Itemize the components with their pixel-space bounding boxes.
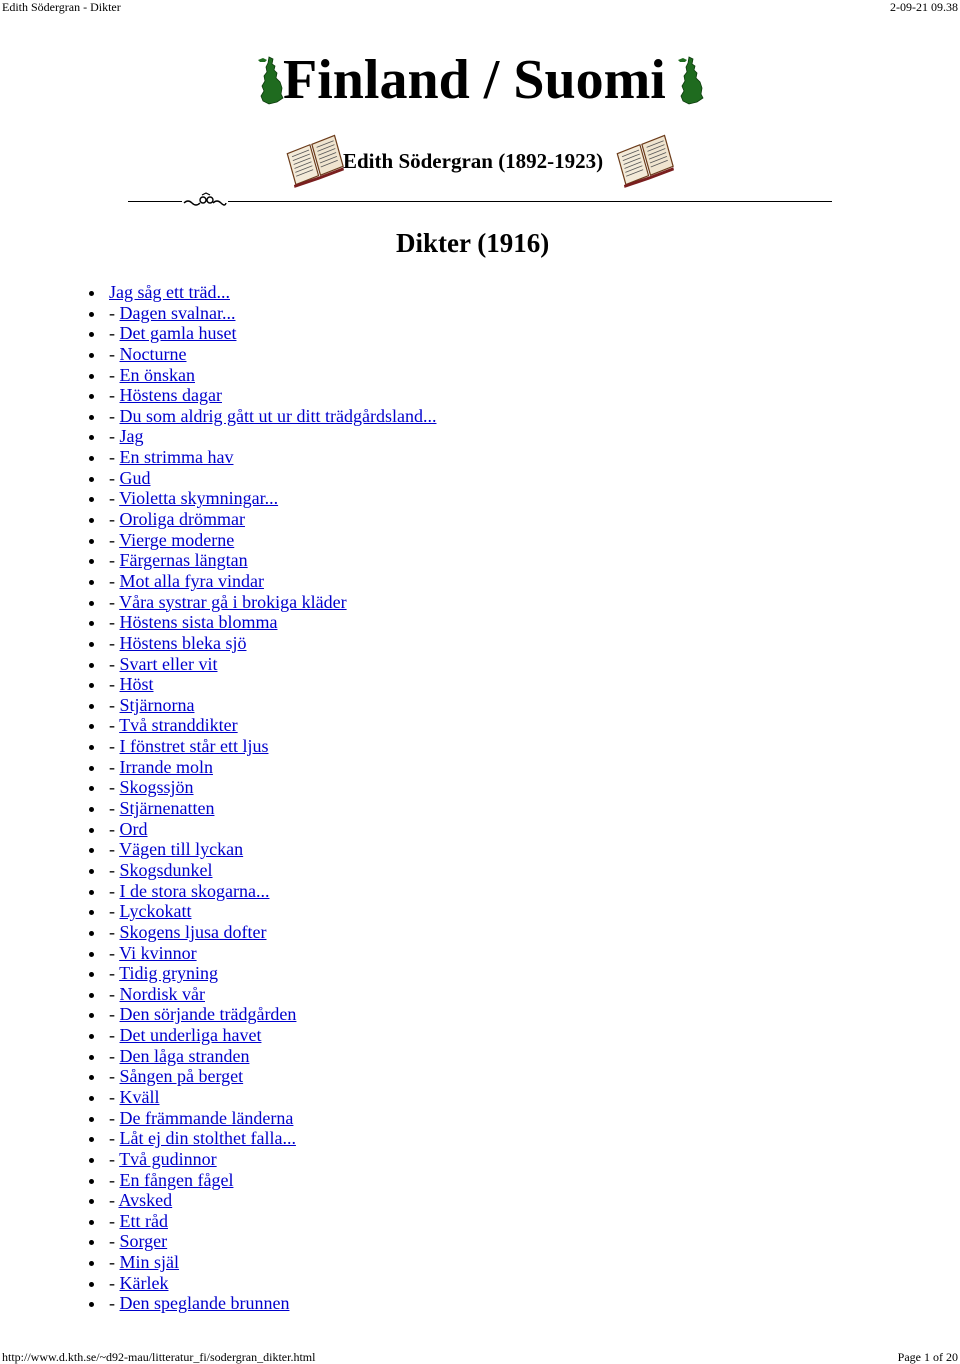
poem-link[interactable]: Färgernas längtan [119, 550, 248, 571]
bullet-icon [89, 394, 94, 399]
list-item [82, 984, 436, 1005]
list-item-prefix: - [109, 674, 120, 695]
list-item [82, 1108, 436, 1129]
bullet-icon [89, 869, 94, 874]
author-title: Edith Södergran (1892-1923) [343, 149, 604, 173]
list-item [82, 674, 436, 695]
poem-link[interactable]: Dagen svalnar... [119, 302, 236, 323]
list-item [82, 1273, 436, 1294]
bullet-icon [89, 993, 94, 998]
bullet-icon [89, 890, 94, 895]
poem-link[interactable]: I de stora skogarna... [119, 880, 270, 901]
list-item-prefix: - [109, 921, 120, 942]
list-item [82, 963, 436, 984]
bullet-icon [89, 559, 94, 564]
bullet-icon [89, 704, 94, 709]
poem-link[interactable]: Den låga stranden [119, 1045, 250, 1066]
site-title: Finland / Suomi [283, 49, 666, 111]
poem-link[interactable]: Vi kvinnor [119, 942, 197, 963]
list-item [82, 1066, 436, 1087]
list-item-prefix: - [109, 1004, 120, 1025]
poem-link[interactable]: Två gudinnor [119, 1148, 217, 1169]
poem-link[interactable]: De främmande länderna [119, 1107, 294, 1128]
list-item-prefix: - [109, 694, 120, 715]
poem-link[interactable]: Det gamla huset [119, 323, 237, 344]
list-item-prefix: - [109, 1128, 120, 1149]
list-item-prefix: - [109, 1148, 120, 1169]
list-item-prefix: - [109, 859, 120, 880]
bullet-icon [89, 1179, 94, 1184]
bullet-icon [89, 497, 94, 502]
poem-link[interactable]: Kväll [119, 1086, 160, 1107]
list-item [82, 1004, 436, 1025]
bullet-icon [89, 332, 94, 337]
poem-link[interactable]: Min själ [119, 1252, 180, 1273]
list-item-prefix: - [109, 488, 120, 509]
poem-link[interactable]: Irrande moln [119, 756, 213, 777]
poem-link[interactable]: Lyckokatt [119, 901, 192, 922]
bullet-icon [89, 766, 94, 771]
poem-link[interactable]: Skogssjön [119, 777, 194, 798]
list-item-prefix: - [109, 1210, 120, 1231]
bullet-icon [89, 642, 94, 647]
bullet-icon [89, 931, 94, 936]
list-item-prefix: - [109, 385, 120, 406]
print-date: 2-09-21 09.38 [890, 0, 958, 14]
bullet-icon [89, 1158, 94, 1163]
poem-link[interactable]: I fönstret står ett ljus [119, 736, 269, 757]
list-item [82, 1170, 436, 1191]
bullet-icon [89, 1261, 94, 1266]
poem-link[interactable]: Stjärnenatten [119, 798, 215, 819]
list-item-prefix: - [109, 467, 120, 488]
list-item-prefix: - [109, 612, 120, 633]
poem-link[interactable]: Två stranddikter [119, 715, 238, 736]
poem-list [82, 282, 436, 1314]
poem-link[interactable]: Den sörjande trädgården [119, 1004, 297, 1025]
bullet-icon [89, 353, 94, 358]
list-item [82, 695, 436, 716]
bullet-icon [89, 456, 94, 461]
list-item-prefix: - [109, 942, 120, 963]
ornament-divider-icon [182, 191, 228, 209]
bullet-icon [89, 477, 94, 482]
bullet-icon [89, 1096, 94, 1101]
poem-link[interactable]: Nocturne [119, 343, 187, 364]
bullet-icon [89, 518, 94, 523]
bullet-icon [89, 848, 94, 853]
bullet-icon [89, 828, 94, 833]
bullet-icon [89, 663, 94, 668]
bullet-icon [89, 291, 94, 296]
list-item-prefix: - [109, 529, 120, 550]
bullet-icon [89, 1034, 94, 1039]
poem-link[interactable]: Du som aldrig gått ut ur ditt trädgårdsland... [119, 405, 437, 426]
bullet-icon [89, 1117, 94, 1122]
list-item [82, 612, 436, 633]
bullet-icon [89, 1282, 94, 1287]
list-item-prefix: - [109, 777, 120, 798]
list-item [82, 365, 436, 386]
bullet-icon [89, 724, 94, 729]
list-item [82, 323, 436, 344]
list-item [82, 901, 436, 922]
poem-link[interactable]: Vägen till lyckan [119, 839, 244, 860]
list-item [82, 1252, 436, 1273]
list-item-prefix: - [109, 963, 120, 984]
open-book-icon [615, 130, 675, 188]
poem-link[interactable]: Nordisk vår [119, 983, 205, 1004]
bullet-icon [89, 1302, 94, 1307]
list-item-prefix: - [109, 1045, 120, 1066]
poem-link[interactable]: Tidig gryning [119, 963, 219, 984]
list-item-prefix: - [109, 983, 120, 1004]
list-item-prefix: - [109, 715, 120, 736]
list-item [82, 447, 436, 468]
finland-map-icon [675, 56, 707, 106]
list-item [82, 426, 436, 447]
section-title: Dikter (1916) [396, 228, 550, 258]
list-item-prefix: - [109, 1169, 120, 1190]
list-item [82, 715, 436, 736]
poem-link[interactable]: Höstens bleka sjö [119, 632, 247, 653]
bullet-icon [89, 415, 94, 420]
bullet-icon [89, 374, 94, 379]
poem-link[interactable]: Höstens sista blomma [119, 612, 278, 633]
list-item [82, 860, 436, 881]
bullet-icon [89, 786, 94, 791]
poem-link[interactable]: Vierge moderne [119, 529, 235, 550]
list-item-prefix: - [109, 570, 120, 591]
list-item-prefix: - [109, 343, 120, 364]
poem-link[interactable]: Avsked [118, 1190, 173, 1211]
poem-link[interactable]: Svart eller vit [119, 653, 218, 674]
list-item-prefix: - [109, 880, 120, 901]
poem-link[interactable]: Sorger [119, 1231, 168, 1252]
list-item [82, 881, 436, 902]
poem-link[interactable]: En önskan [119, 364, 195, 385]
list-item-prefix: - [109, 1025, 120, 1046]
list-item-prefix: - [109, 1293, 120, 1314]
list-item-prefix: - [109, 1252, 120, 1273]
bullet-icon [89, 312, 94, 317]
poem-link[interactable]: Sången på berget [119, 1066, 244, 1087]
list-item-prefix: - [109, 653, 120, 674]
list-item [82, 406, 436, 427]
list-item-prefix: - [109, 1190, 119, 1211]
poem-link[interactable]: Våra systrar gå i brokiga kläder [119, 591, 347, 612]
poem-link[interactable]: Höst [119, 674, 154, 695]
list-item-prefix: - [109, 364, 120, 385]
poem-link[interactable]: Låt ej din stolthet falla... [119, 1128, 296, 1149]
list-item [82, 1190, 436, 1211]
list-item-prefix: - [109, 756, 120, 777]
bullet-icon [89, 580, 94, 585]
list-item-prefix: - [109, 798, 120, 819]
list-item [82, 777, 436, 798]
list-item [82, 943, 436, 964]
horizontal-rule [128, 201, 832, 202]
poem-link[interactable]: Det underliga havet [119, 1025, 262, 1046]
bullet-icon [89, 952, 94, 957]
list-item [82, 303, 436, 324]
bullet-icon [89, 807, 94, 812]
list-item [82, 571, 436, 592]
list-item-prefix: - [109, 323, 120, 344]
list-item [82, 1087, 436, 1108]
list-item [82, 819, 436, 840]
list-item [82, 654, 436, 675]
bullet-icon [89, 601, 94, 606]
bullet-icon [89, 972, 94, 977]
poem-link[interactable]: Ord [119, 818, 148, 839]
print-url: http://www.d.kth.se/~d92-mau/litteratur_fi/sodergran_dikter.html [2, 1350, 316, 1364]
list-item-prefix: - [109, 1107, 120, 1128]
list-item [82, 509, 436, 530]
list-item [82, 1025, 436, 1046]
poem-link[interactable]: Den speglande brunnen [119, 1293, 290, 1314]
open-book-icon [285, 130, 345, 188]
poem-link[interactable]: Skogens ljusa dofter [119, 921, 267, 942]
bullet-icon [89, 910, 94, 915]
site-title-row [250, 50, 720, 110]
poem-link[interactable]: En strimma hav [119, 447, 234, 468]
list-item-prefix: - [109, 1086, 120, 1107]
list-item-prefix: - [109, 839, 120, 860]
print-page-title: Edith Södergran - Dikter [2, 0, 121, 14]
bullet-icon [89, 1013, 94, 1018]
list-item [82, 488, 436, 509]
poem-link[interactable]: Höstens dagar [119, 385, 222, 406]
list-item-prefix: - [109, 1066, 120, 1087]
list-item-prefix: - [109, 736, 120, 757]
poem-link[interactable]: Ett råd [119, 1210, 168, 1231]
list-item [82, 1128, 436, 1149]
poem-link[interactable]: Stjärnorna [119, 694, 195, 715]
author-row [285, 130, 685, 194]
list-item [82, 757, 436, 778]
poem-link[interactable]: Mot alla fyra vindar [119, 570, 264, 591]
list-item [82, 550, 436, 571]
list-item [82, 736, 436, 757]
list-item-prefix: - [109, 1272, 120, 1293]
bullet-icon [89, 435, 94, 440]
list-item [82, 385, 436, 406]
list-item [82, 1293, 436, 1314]
bullet-icon [89, 745, 94, 750]
list-item-prefix: - [109, 447, 120, 468]
poem-link[interactable]: Skogsdunkel [119, 859, 213, 880]
list-item-prefix: - [109, 632, 120, 653]
list-item [82, 282, 436, 303]
list-item-prefix: - [109, 550, 120, 571]
list-item [82, 592, 436, 613]
list-item [82, 1149, 436, 1170]
bullet-icon [89, 1075, 94, 1080]
poem-link[interactable]: Kärlek [119, 1272, 169, 1293]
list-item [82, 798, 436, 819]
poem-link[interactable]: Violetta skymningar... [119, 488, 279, 509]
list-item-prefix: - [109, 509, 120, 530]
list-item [82, 344, 436, 365]
list-item [82, 922, 436, 943]
poem-link[interactable]: Jag såg ett träd... [109, 282, 230, 302]
list-item [82, 1231, 436, 1252]
poem-link[interactable]: Gud [119, 467, 151, 488]
poem-link[interactable]: Jag [119, 426, 144, 447]
print-page-number: Page 1 of 20 [897, 1350, 958, 1364]
bullet-icon [89, 1220, 94, 1225]
list-item-prefix: - [109, 818, 120, 839]
list-item [82, 530, 436, 551]
poem-link[interactable]: En fången fågel [119, 1169, 234, 1190]
list-item-prefix: - [109, 1231, 120, 1252]
list-item [82, 1046, 436, 1067]
list-item-prefix: - [109, 302, 120, 323]
list-item [82, 468, 436, 489]
bullet-icon [89, 621, 94, 626]
bullet-icon [89, 1240, 94, 1245]
bullet-icon [89, 1199, 94, 1204]
list-item-prefix: - [109, 405, 120, 426]
bullet-icon [89, 683, 94, 688]
bullet-icon [89, 539, 94, 544]
list-item-prefix: - [109, 426, 120, 447]
list-item-prefix: - [109, 901, 120, 922]
bullet-icon [89, 1137, 94, 1142]
list-item [82, 1211, 436, 1232]
list-item [82, 633, 436, 654]
list-item-prefix: - [109, 591, 120, 612]
bullet-icon [89, 1055, 94, 1060]
poem-link[interactable]: Oroliga drömmar [119, 509, 245, 530]
list-item [82, 839, 436, 860]
